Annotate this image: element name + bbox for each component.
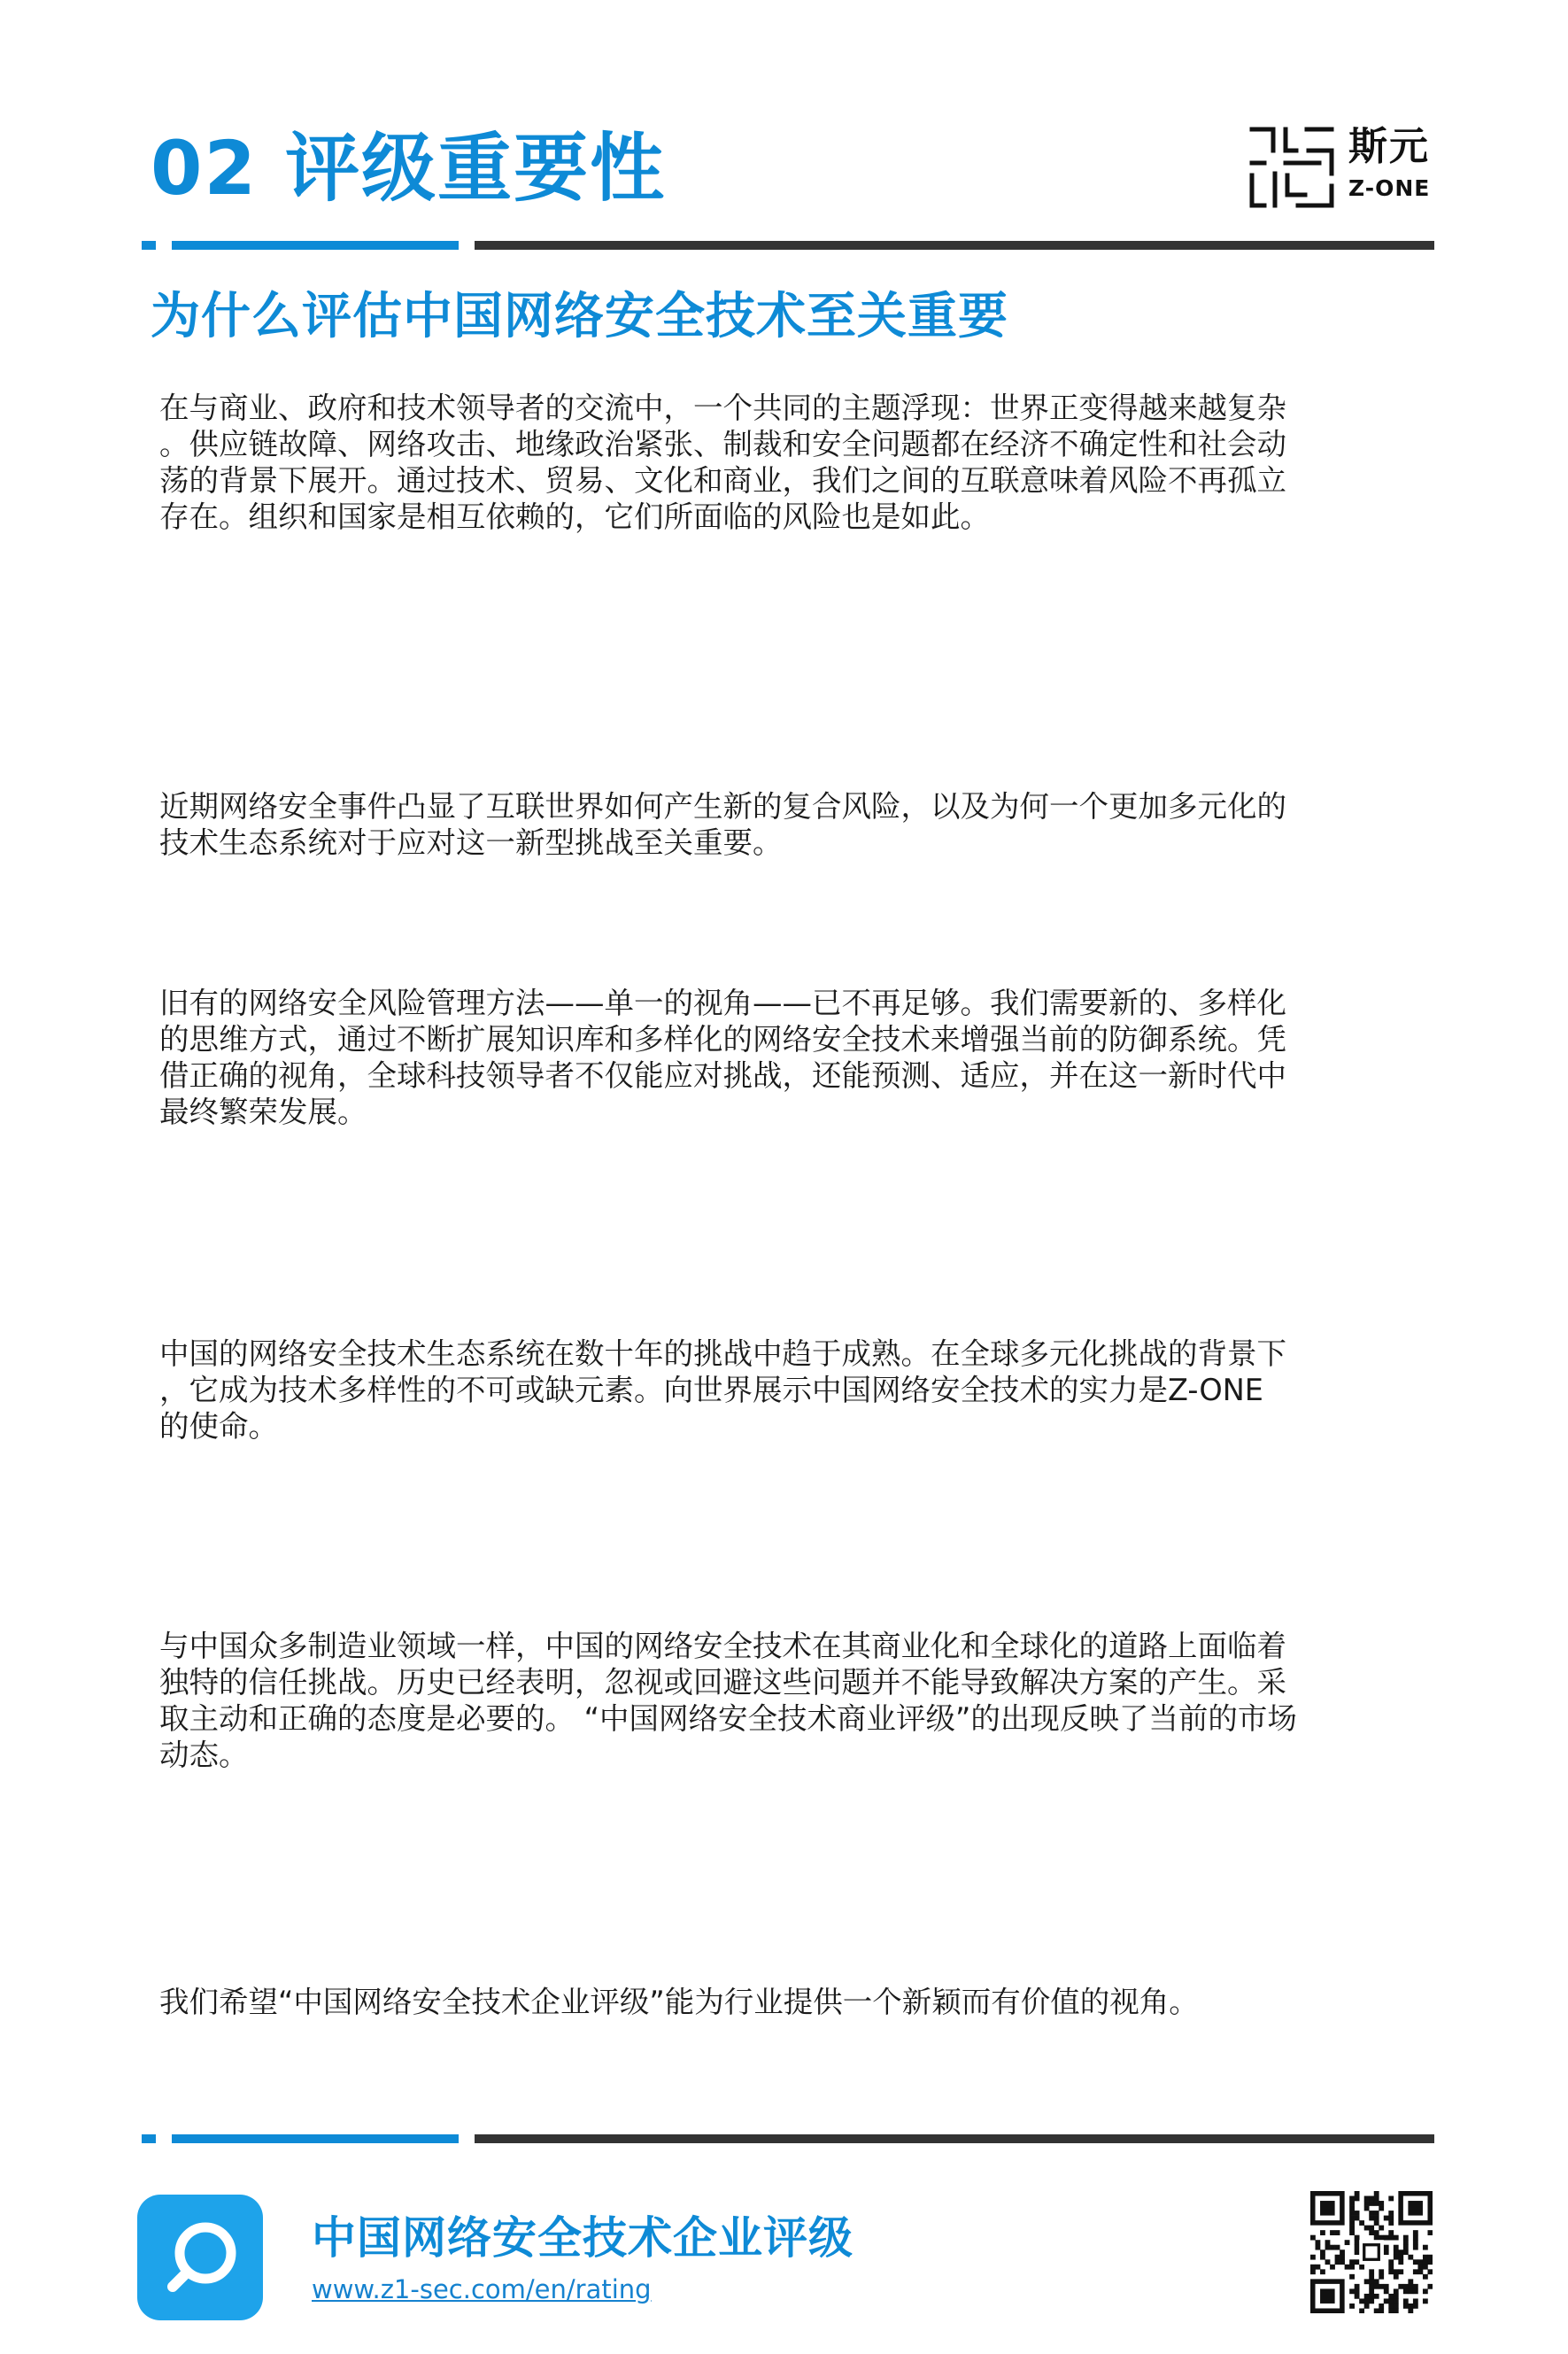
text-line: 。供应链故障、网络攻击、地缘政治紧张、制裁和安全问题都在经济不确定性和社会动 — [159, 427, 1286, 461]
text-line: 取主动和正确的态度是必要的。 “中国网络安全技术商业评级”的出现反映了当前的市场 — [159, 1701, 1297, 1736]
footer-divider — [142, 2134, 1434, 2143]
text-line: 技术生态系统对于应对这一新型挑战至关重要。 — [159, 825, 783, 860]
paragraph-1 — [159, 390, 1425, 535]
text-line: 的思维方式，通过不断扩展知识库和多样化的网络安全技术来增强当前的防御系统。凭 — [159, 1022, 1286, 1057]
logo-chinese-name: 斯元 — [1348, 124, 1430, 169]
text-line: 旧有的网络安全风险管理方法——单一的视角——已不再足够。我们需要新的、多样化 — [159, 986, 1286, 1020]
page-title: 02 评级重要性 — [151, 125, 667, 212]
text-line: 动态。 — [159, 1738, 249, 1772]
text-line: 最终繁荣发展。 — [159, 1095, 367, 1129]
text-line: 独特的信任挑战。历史已经表明，忽视或回避这些问题并不能导致解决方案的产生。采 — [159, 1665, 1286, 1700]
text-line: 的使命。 — [159, 1409, 278, 1444]
text-line: 在与商业、政府和技术领导者的交流中，一个共同的主题浮现：世界正变得越来越复杂 — [159, 391, 1286, 425]
text-line: 我们希望“中国网络安全技术企业评级”能为行业提供一个新颖而有价值的视角。 — [159, 1985, 1199, 2019]
section-heading: 为什么评估中国网络安全技术至关重要 — [151, 288, 1008, 345]
paragraph-3 — [159, 985, 1425, 1130]
paragraph-2 — [159, 788, 1425, 861]
rating-link[interactable]: www.z1-sec.com/en/rating — [312, 2274, 652, 2304]
text-line: 荡的背景下展开。通过技术、贸易、文化和商业，我们之间的互联意味着风险不再孤立 — [159, 463, 1286, 498]
paragraph-5 — [159, 1628, 1425, 1773]
z-one-logo — [1248, 124, 1434, 213]
header-divider — [142, 241, 1434, 250]
z-one-maze-logo-icon — [1248, 124, 1337, 209]
search-icon[interactable] — [137, 2195, 263, 2320]
text-line: 中国的网络安全技术生态系统在数十年的挑战中趋于成熟。在全球多元化挑战的背景下 — [159, 1336, 1286, 1371]
qr-code-icon — [1310, 2191, 1433, 2313]
footer-title: 中国网络安全技术企业评级 — [312, 2212, 854, 2264]
paragraph-6 — [159, 1984, 1425, 2020]
text-line: 近期网络安全事件凸显了互联世界如何产生新的复合风险，以及为何一个更加多元化的 — [159, 789, 1286, 824]
paragraph-4 — [159, 1336, 1425, 1444]
text-line: 存在。组织和国家是相互依赖的，它们所面临的风险也是如此。 — [159, 499, 990, 534]
text-line: 与中国众多制造业领域一样，中国的网络安全技术在其商业化和全球化的道路上面临着 — [159, 1629, 1286, 1663]
text-line: ，它成为技术多样性的不可或缺元素。向世界展示中国网络安全技术的实力是Z-ONE — [159, 1373, 1263, 1407]
logo-english-name: Z-ONE — [1348, 175, 1431, 201]
text-line: 借正确的视角，全球科技领导者不仅能应对挑战，还能预测、适应，并在这一新时代中 — [159, 1058, 1286, 1093]
